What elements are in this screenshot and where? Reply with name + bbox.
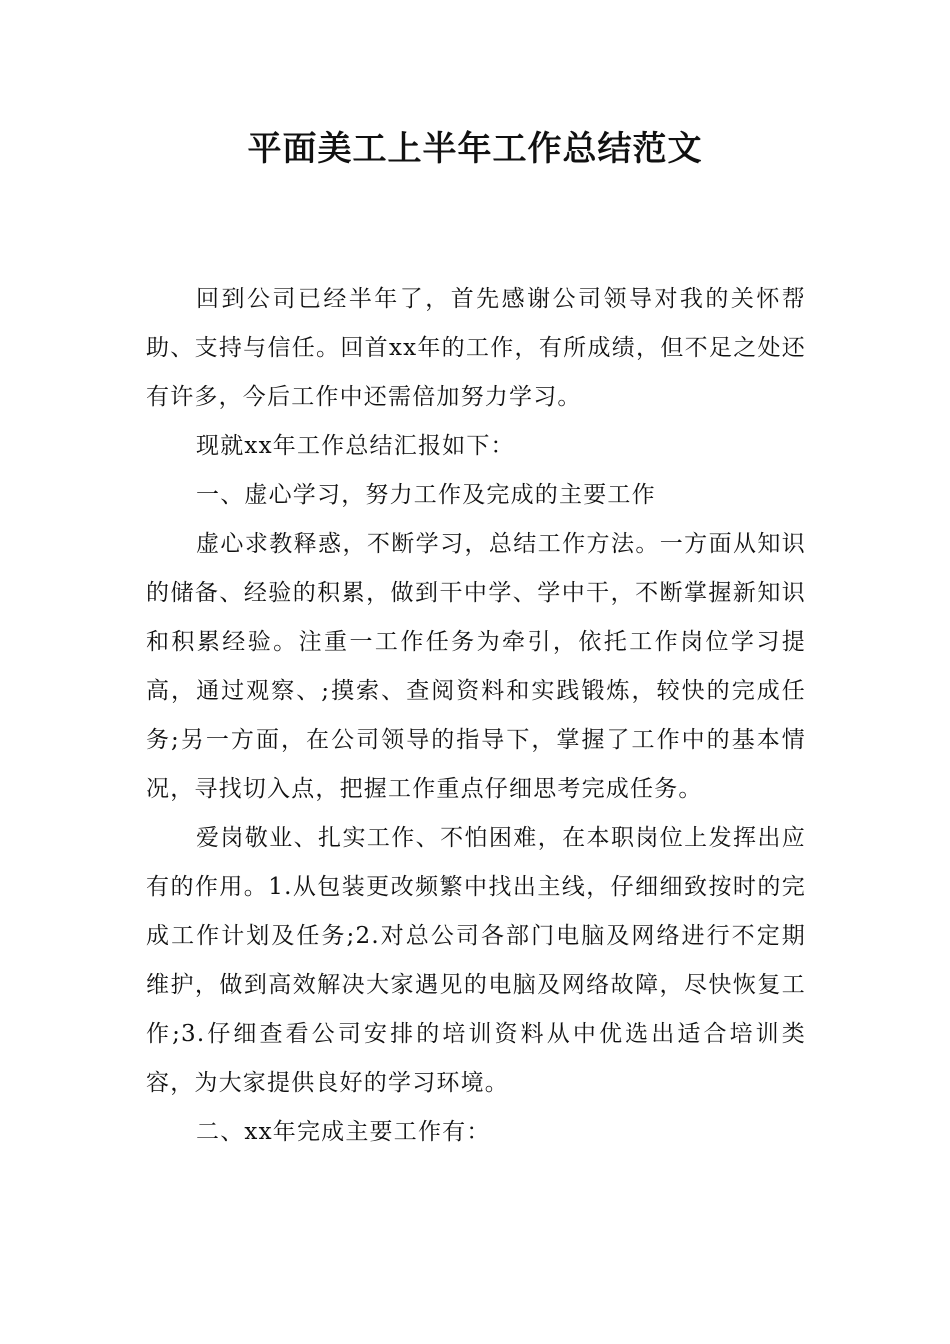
document-body: [146, 275, 806, 1157]
paragraph-dedication: 爱岗敬业、扎实工作、不怕困难，在本职岗位上发挥出应有的作用。1.从包装更改频繁中找出主线，仔细细致按时的完成工作计划及任务;2.对总公司各部门电脑及网络进行不定期维护，做到高效解决大家遇见的电脑及网络故障，尽快恢复工作;3.仔细查看公司安排的培训资料从中优选出适合培训类容，为大家提供良好的学习环境。: [146, 825, 806, 1096]
paragraph-intro: 回到公司已经半年了，首先感谢公司领导对我的关怀帮助、支持与信任。回首xx年的工作，有所成绩，但不足之处还有许多，今后工作中还需倍加努力学习。: [146, 286, 806, 410]
document-title: 平面美工上半年工作总结范文: [247, 129, 703, 169]
section-heading-2: 二、xx年完成主要工作有：: [196, 1119, 491, 1145]
section-heading-1: 一、虚心学习，努力工作及完成的主要工作: [196, 482, 656, 508]
paragraph-learning: 虚心求教释惑，不断学习，总结工作方法。一方面从知识的储备、经验的积累，做到干中学、学中干，不断掌握新知识和积累经验。注重一工作任务为牵引，依托工作岗位学习提高，通过观察、;摸索、查阅资料和实践锻炼，较快的完成任务;另一方面，在公司领导的指导下，掌握了工作中的基本情况，寻找切入点，把握工作重点仔细思考完成任务。: [146, 531, 806, 802]
paragraph-report-lead: 现就xx年工作总结汇报如下：: [196, 433, 515, 459]
